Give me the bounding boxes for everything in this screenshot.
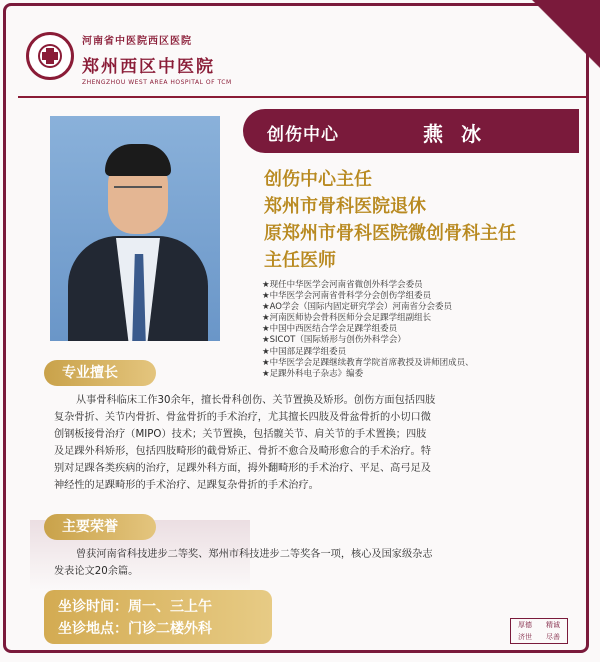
honors-heading: 主要荣誉 (44, 514, 156, 540)
doctor-name: 燕冰 (423, 122, 499, 146)
paragraph-line: 及足踝外科矫形，包括四肢畸形的截骨矫正、骨折不愈合及畸形愈合的手术治疗。特 (54, 446, 431, 457)
motto-stamp (510, 618, 568, 644)
visit-place-value: 门诊二楼外科 (128, 621, 212, 637)
role-item: ★中国中西医结合学会足踝学组委员 (262, 324, 398, 335)
corner-decoration (530, 0, 600, 70)
title-line: 郑州市骨科医院退休 (264, 196, 426, 217)
role-item: ★中国部足踝学组委员 (262, 346, 347, 357)
doctor-photo (50, 116, 220, 341)
role-item: ★足踝外科电子杂志》编委 (262, 368, 364, 379)
role-item: ★中华医学会足踝继续教育学院首席教授及讲师团成员、 (262, 357, 474, 368)
visit-place-label: 坐诊地点： (58, 621, 128, 637)
paragraph-line: 曾获河南省科技进步二等奖、郑州市科技进步二等奖各一项，核心及国家级杂志 (76, 549, 433, 560)
doctor-titles (264, 166, 516, 274)
stamp-char: 厚德 (518, 621, 532, 629)
stamp-char: 尽善 (546, 633, 560, 641)
paragraph-line: 创钢板接骨治疗（MIPO）技术；关节置换，包括髋关节、肩关节的手术置换；四肢 (54, 429, 427, 440)
title-line: 主任医师 (264, 250, 336, 271)
visit-time-value: 周一、三上午 (128, 599, 212, 615)
paragraph-line: 别对足踝各类疾病的治疗，足踝外科方面，拇外翻畸形的手术治疗、平足、高弓足及 (54, 463, 431, 474)
visit-info-box (44, 590, 272, 644)
hospital-name-en: ZHENGZHOU WEST AREA HOSPITAL OF TCM (82, 79, 232, 86)
hospital-name-block (82, 32, 232, 86)
specialty-text (54, 392, 435, 494)
department-label: 创伤中心 (267, 125, 339, 145)
role-item: ★AO学会（国际内固定研究学会）河南省分会委员 (262, 302, 452, 313)
visit-time-label: 坐诊时间： (58, 599, 128, 615)
hospital-name-main: 郑州西区中医院 (82, 57, 215, 77)
role-item: ★河南医师协会骨科医师分会足踝学组副组长 (262, 313, 432, 324)
hospital-name-top: 河南省中医院西区医院 (82, 36, 192, 47)
header-divider (18, 96, 586, 98)
title-line: 创伤中心主任 (264, 169, 372, 190)
title-line: 原郑州市骨科医院微创骨科主任 (264, 223, 516, 244)
role-item: ★中华医学会河南省骨科学分会创伤学组委员 (262, 291, 432, 302)
stamp-char: 精诚 (546, 621, 560, 629)
paragraph-line: 从事骨科临床工作30余年，擅长骨科创伤、关节置换及矫形。创伤方面包括四肢 (76, 395, 436, 406)
paragraph-line: 复杂骨折、关节内骨折、骨盆骨折的手术治疗，尤其擅长四肢及骨盆骨折的小切口微 (54, 412, 431, 423)
role-item: ★现任中华医学会河南省微创外科学会委员 (262, 280, 423, 290)
roles-list (262, 280, 474, 380)
visit-time-row (58, 596, 212, 616)
stamp-char: 济世 (518, 633, 532, 641)
specialty-heading: 专业擅长 (44, 360, 156, 386)
visit-place-row (58, 618, 212, 638)
paragraph-line: 发表论文20余篇。 (54, 566, 139, 577)
hospital-logo (26, 32, 74, 80)
name-banner (243, 109, 579, 153)
role-item: ★SICOT（国际矫形与创伤外科学会） (262, 335, 406, 346)
paragraph-line: 神经性的足踝畸形的手术治疗、足踝复杂骨折的手术治疗。 (54, 480, 319, 491)
honors-text (54, 546, 433, 580)
